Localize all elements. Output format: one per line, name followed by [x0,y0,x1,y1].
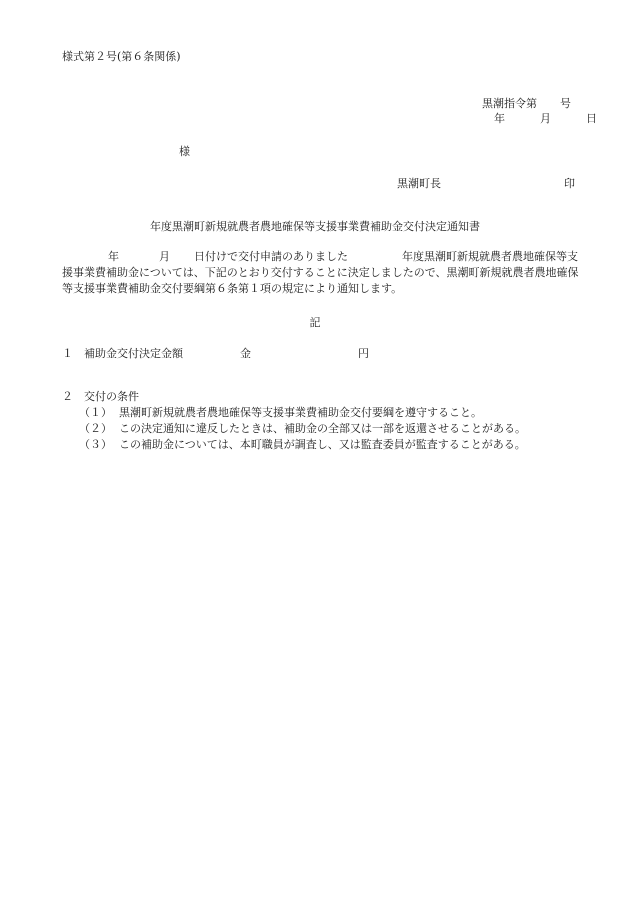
condition-item [79,405,482,421]
body-month: 月 [159,250,170,263]
reference-number [482,96,571,112]
amount-line [62,346,369,362]
amount-label: 補助金交付決定金額 [84,347,183,360]
reference-number-suffix: 号 [560,97,571,110]
body-text-1: 日付けで交付申請のありました [194,250,348,263]
amount-currency-prefix: 金 [240,347,251,360]
body-year: 年 [108,250,119,263]
issue-date-month: 月 [540,112,551,125]
body-paragraph [62,249,582,297]
body-text-2: 年度黒潮町新規就農者農地確保等支援事業費補助金については、下記のとおり交付することに決定しましたので、黒潮町新規就農者農地確保等支援事業費補助金交付要綱第６条第１項の規定により通知します。 [62,250,579,295]
condition-text: 黒潮町新規就農者農地確保等支援事業費補助金交付要綱を遵守すること。 [119,406,482,419]
addressee-honorific: 様 [179,145,190,158]
form-number: 様式第２号(第６条関係) [62,50,181,63]
condition-number: （３） [79,438,112,451]
condition-item [79,437,526,453]
amount-item-number: １ [62,347,73,360]
condition-text: この補助金については、本町職員が調査し、又は監査委員が監査することがある。 [119,438,526,451]
reference-number-label: 黒潮指令第 [482,97,537,110]
document-title: 年度黒潮町新規就農者農地確保等支援事業費補助金交付決定通知書 [150,220,480,233]
issue-date-day: 日 [586,112,597,125]
sender-name: 黒潮町長 [397,177,441,190]
issue-date [494,111,597,127]
amount-unit: 円 [358,347,369,360]
conditions-item-number: ２ [62,390,73,403]
seal-mark: 印 [564,177,575,190]
conditions-heading-text: 交付の条件 [84,390,139,403]
condition-item [79,421,526,437]
issue-date-year: 年 [494,112,505,125]
ki-heading: 記 [309,316,321,329]
condition-text: この決定通知に違反したときは、補助金の全部又は一部を返還させることがある。 [119,422,526,435]
condition-number: （２） [79,422,112,435]
conditions-heading [62,389,139,405]
condition-number: （１） [79,406,112,419]
